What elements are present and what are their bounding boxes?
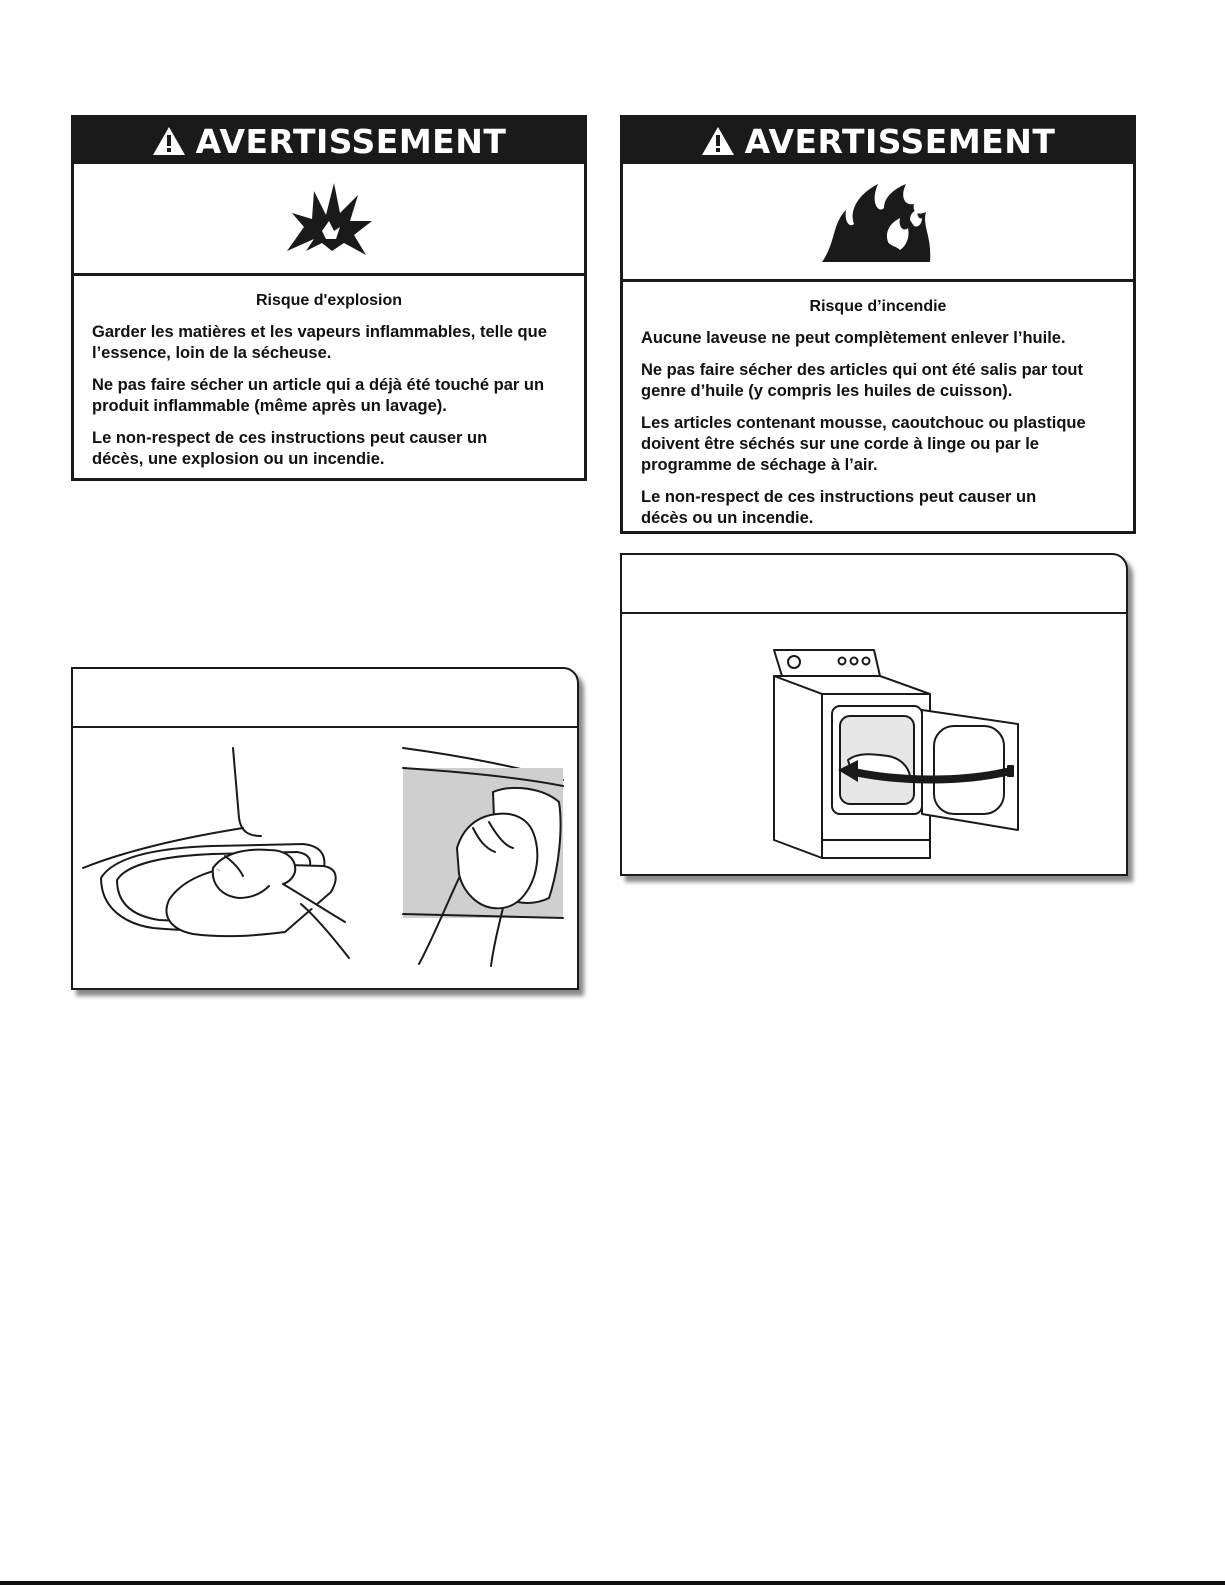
warning-text: Aucune laveuse ne peut complètement enlever l’huile. bbox=[641, 329, 1066, 347]
fire-icon bbox=[818, 180, 938, 264]
warning-text: Garder les matières et les vapeurs inflammables, telle que l’essence, loin de la sécheuse. bbox=[92, 323, 547, 362]
warning-header bbox=[74, 118, 584, 164]
warning-header-label: AVERTISSEMENT bbox=[744, 121, 1056, 161]
warning-header-label: AVERTISSEMENT bbox=[195, 121, 507, 161]
warning-text: Le non-respect de ces instructions peut causer un décès, une explosion ou un incendie. bbox=[92, 429, 488, 468]
page-bottom-rule bbox=[0, 1581, 1225, 1585]
warning-text: Le non-respect de ces instructions peut causer un décès ou un incendie. bbox=[641, 488, 1037, 527]
warning-risk-title: Risque d'explosion bbox=[255, 292, 403, 309]
dryer-loading-illustration-box bbox=[620, 553, 1128, 876]
lint-filter-illustration-box bbox=[71, 667, 579, 990]
warning-icon-area bbox=[74, 164, 584, 276]
warning-fire bbox=[620, 115, 1136, 534]
illustration-header bbox=[73, 669, 577, 728]
warning-triangle-icon bbox=[152, 126, 186, 156]
dryer-illustration bbox=[622, 614, 1126, 876]
lint-screen-illustration bbox=[73, 728, 577, 990]
warning-body bbox=[74, 276, 584, 491]
explosion-icon bbox=[284, 181, 374, 257]
warning-text: Ne pas faire sécher des articles qui ont été salis par tout genre d’huile (y compris les huiles de cuisson). bbox=[641, 361, 1083, 400]
warning-text: Ne pas faire sécher un article qui a déjà été touché par un produit inflammable (même après un lavage). bbox=[92, 376, 545, 415]
warning-icon-area bbox=[623, 164, 1133, 282]
warning-triangle-icon bbox=[701, 126, 735, 156]
warning-text: Les articles contenant mousse, caoutchouc ou plastique doivent être séchés sur une corde à linge ou par le programme de séchage à l’air. bbox=[641, 414, 1086, 474]
warning-explosion bbox=[71, 115, 587, 481]
warning-risk-title: Risque d’incendie bbox=[809, 298, 947, 315]
warning-body bbox=[623, 282, 1133, 550]
illustration-header bbox=[622, 555, 1126, 614]
warning-header bbox=[623, 118, 1133, 164]
